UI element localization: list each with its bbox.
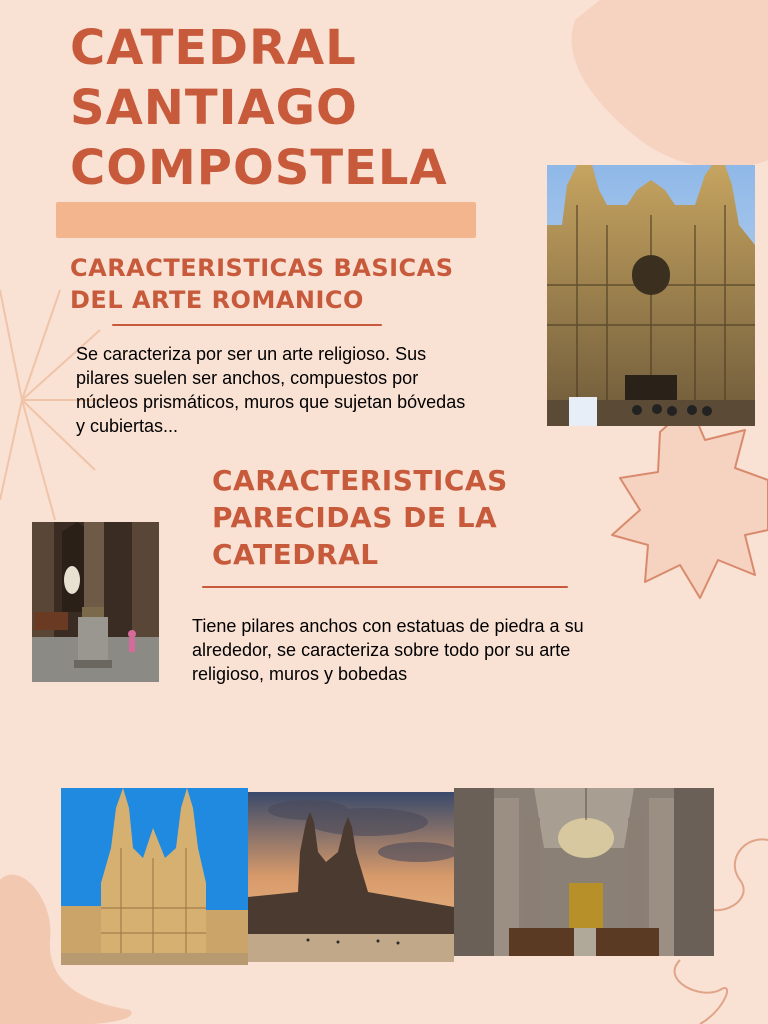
interior-statue-photo xyxy=(32,522,159,682)
starburst-shape xyxy=(612,405,768,598)
cathedral-nave-photo xyxy=(454,788,714,956)
section-heading-basic: CARACTERISTICAS BASICAS DEL ARTE ROMANICO xyxy=(70,254,454,314)
cathedral-daytime-photo xyxy=(61,788,248,965)
title-line: SANTIAGO xyxy=(70,80,358,136)
section-heading-similar: CARACTERISTICAS PARECIDAS DE LA CATEDRAL xyxy=(212,464,508,571)
title-line: COMPOSTELA xyxy=(70,140,448,196)
section-text-basic: Se caracteriza por ser un arte religioso. Sus pilares suelen ser anchos, compuestos por núcleos prismáticos, muros que sujetan bóvedas y cubiertas... xyxy=(76,344,466,436)
brush-stroke xyxy=(56,202,476,238)
cathedral-facade-photo xyxy=(547,165,755,426)
cathedral-sunset-photo xyxy=(248,792,454,962)
title-line: CATEDRAL xyxy=(70,20,357,76)
page-title xyxy=(70,18,448,198)
blob-shape xyxy=(571,0,768,168)
section-text-similar: Tiene pilares anchos con estatuas de piedra a su alrededor, se caracteriza sobre todo por su arte religioso, muros y bobedas xyxy=(192,616,584,684)
heading-underline xyxy=(202,586,568,588)
swirl-line-2 xyxy=(675,960,727,1024)
heading-underline xyxy=(112,324,382,326)
